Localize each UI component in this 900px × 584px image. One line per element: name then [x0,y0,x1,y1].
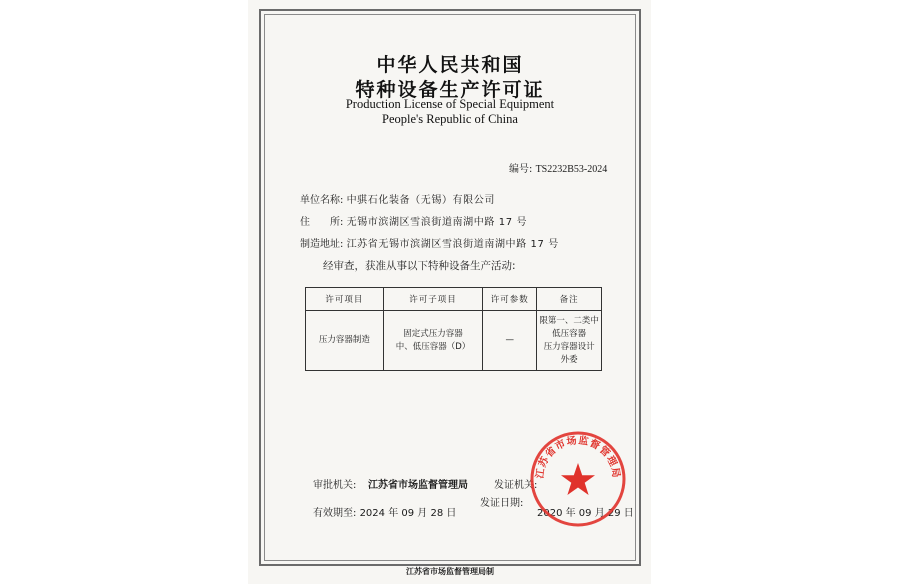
certificate-number-value: TS2232B53-2024 [535,164,608,175]
certificate-number-label: 编号: [509,164,533,175]
address-label: 住 所: [300,217,344,228]
approving-authority-value: 江苏省市场监督管理局 [368,480,468,491]
approval-statement: 经审查，获准从事以下特种设备生产活动: [323,260,516,272]
unit-name-row [300,191,495,206]
header-remark: 备注 [537,288,602,311]
unit-name-label: 单位名称: [300,195,344,206]
cell-remark [537,311,602,371]
certificate-number [509,160,607,175]
header-permit-item: 许可项目 [306,288,384,311]
valid-until-value: 2024 年 09 月 28 日 [359,508,457,519]
header-permit-sub-item: 许可子项目 [383,288,483,311]
table-row [306,311,602,371]
address-row [300,213,527,228]
sub-item-line2: 中、低压容器（D） [395,341,471,352]
unit-name-value: 中骐石化装备（无锡）有限公司 [346,195,495,206]
title-en-line2: People's Republic of China [382,112,518,126]
cell-permit-param: — [483,311,537,371]
official-seal [528,429,628,529]
permit-table [305,287,602,371]
remark-line3: 压力容器设计 [543,341,595,352]
title-cn-line2: 特种设备生产许可证 [355,79,545,101]
remark-line1: 限第一、二类中 [539,315,599,326]
svg-text:江苏省市场监督管理局: 江苏省市场监督管理局 [534,435,622,480]
mfg-address-value: 江苏省无锡市滨湖区雪浪街道南湖中路 17 号 [346,239,559,250]
valid-until [313,504,456,519]
valid-until-label: 有效期至: [313,508,357,519]
address-value: 无锡市滨湖区雪浪街道南湖中路 17 号 [346,217,528,228]
issue-date-value: 2020 年 09 月 29 日 [537,508,634,519]
remark-line4: 外委 [560,354,578,365]
footer-issuer: 江苏省市场监督管理局制 [406,567,494,576]
sub-item-line1: 固定式压力容器 [403,328,463,339]
header-permit-param: 许可参数 [483,288,537,311]
cell-permit-item: 压力容器制造 [306,311,384,371]
title-en-line1: Production License of Special Equipment [345,97,555,111]
mfg-address-label: 制造地址: [300,239,344,250]
permit-table-header [306,288,602,311]
issue-date-label: 发证日期: [480,498,524,509]
remark-line2: 低压容器 [552,328,587,339]
approving-authority-label: 审批机关: [313,480,357,491]
cell-permit-sub-item [383,311,483,371]
mfg-address-row [300,235,559,250]
issuing-authority-label: 发证机关: [494,480,538,491]
title-cn-line1: 中华人民共和国 [376,54,524,76]
